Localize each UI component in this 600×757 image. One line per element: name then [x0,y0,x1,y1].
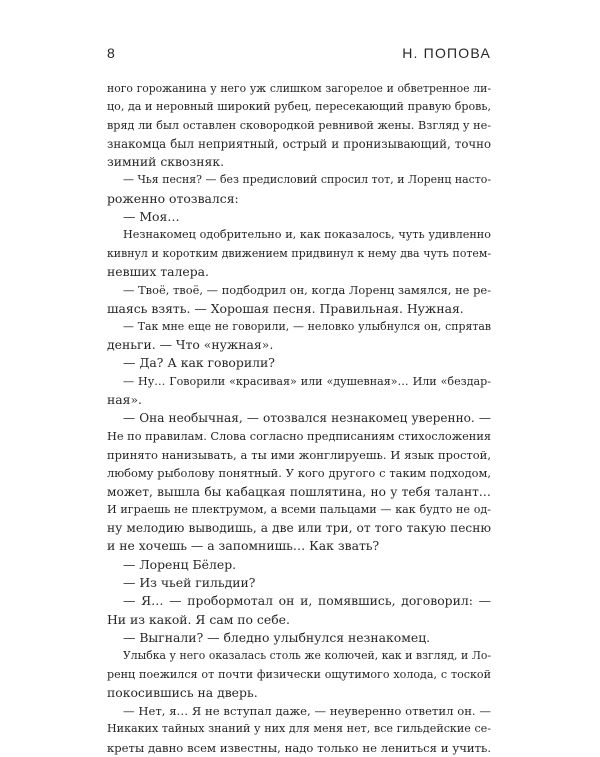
text-line: кивнул и коротким движением придвинул к нему два чуть потем- [107,246,491,260]
text-line: Не по правилам. Слова согласно предписаниям стихосложения [107,429,491,443]
text-line: — Нет, я… Я не вступал даже, — неуверенно ответил он. — [123,704,491,719]
text-line: роженно отозвался: [107,190,239,206]
page-number: 8 [107,45,116,61]
text-line: — Выгнали? — бледно улыбнулся незнакомец. [123,629,431,645]
text-line: принято нанизывать, а ты ими жонглируешь. И язык простой, [107,447,491,462]
text-line: шаясь взять. — Хорошая песня. Правильная. Нужная. [107,300,464,316]
text-line: вряд ли был оставлен сковородкой ревнивой жены. Взгляд у не- [107,118,491,132]
text-line: знакомца был неприятный, острый и пронизывающий, точно [107,136,491,151]
text-line: ная». [107,392,142,408]
text-line: Улыбка у него оказалась столь же колючей, как и взгляд, и Ло- [123,649,491,663]
running-head [107,45,491,65]
text-line: Ни из какой. Я сам по себе. [107,611,290,627]
text-line: невших талера. [107,263,209,279]
text-line: Никаких тайных знаний у них для меня нет, все гильдейские се- [107,722,491,736]
text-line: цо, да и неровный широкий рубец, пересекающий правую бровь, [107,100,491,114]
text-line: — Чья песня? — без предисловий спросил тот, и Лоренц насто- [123,173,491,187]
text-line: И играешь не плектрумом, а всеми пальцами — как будто не од- [107,502,491,516]
text-line: зимний сквозняк. [107,154,225,170]
body-text [107,80,491,757]
text-line: деньги. — Что «нужная». [107,337,274,353]
text-line: — Лоренц Бёлер. [123,556,237,572]
text-line: — Твоё, твоё, — подбодрил он, когда Лоренц замялся, не ре- [123,283,491,298]
text-line: ного горожанина у него уж слишком загорелое и обветренное ли- [107,82,491,95]
text-line: — Она необычная, — отозвался незнакомец уверенно. — [123,411,491,426]
text-line: ренц поежился от почти физически ощутимого холода, с тоской [107,667,491,681]
text-line: креты давно всем известны, надо только не лениться и учить. [107,740,491,755]
text-line: — Я… — пробормотал он и, помявшись, договорил: — [123,593,491,609]
author-name: Н. ПОПОВА [402,45,491,61]
text-line: — Из чьей гильдии? [123,575,256,591]
text-line: Незнакомец одобрительно и, как показалось, чуть удивленно [123,228,491,242]
text-line: покосившись на дверь. [107,684,258,700]
text-line: может, вышла бы кабацкая пошлятина, но у тебя талант… [107,484,491,499]
text-line: и не хочешь — а запомнишь… Как звать? [107,538,380,554]
text-line: — Ну… Говорили «красивая» или «душевная»… Или «бездар- [123,374,491,388]
text-line: — Да? А как говорили? [123,355,275,371]
text-line: — Так мне еще не говорили, — неловко улыбнулся он, спрятав [123,319,491,333]
text-line: ну мелодию выводишь, а две или три, от того такую песню [107,521,491,536]
text-line: — Моя… [123,209,180,225]
text-line: любому рыболову понятный. У кого другого с таким подходом, [107,466,491,481]
